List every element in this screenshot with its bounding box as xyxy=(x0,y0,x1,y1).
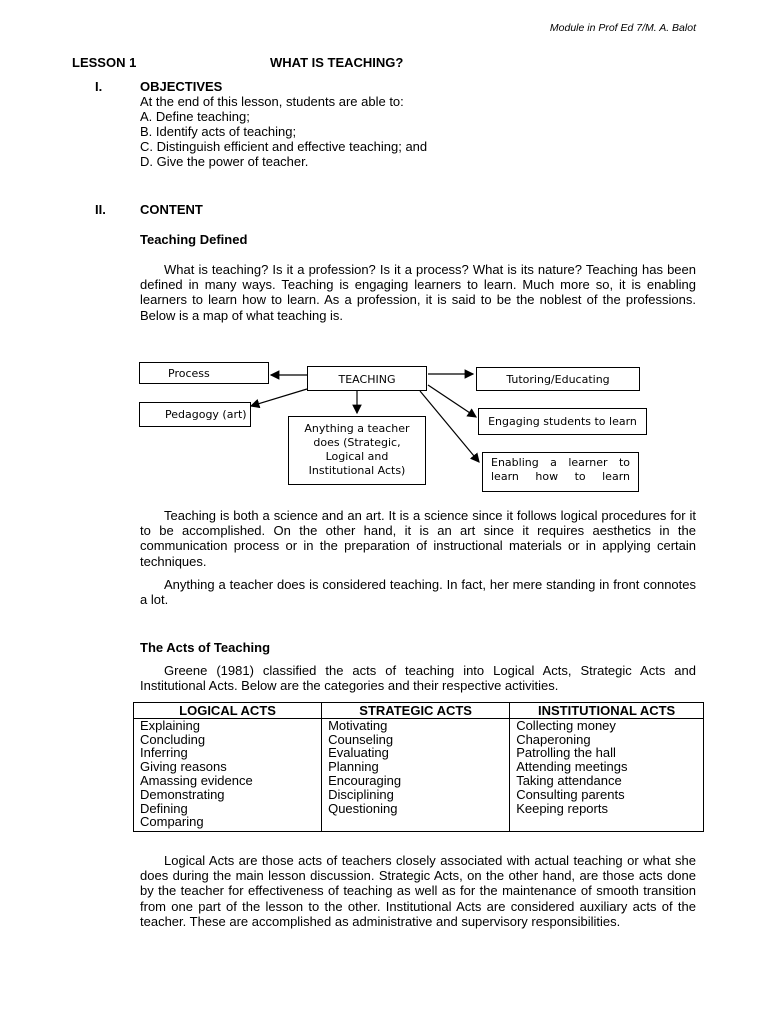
list-item: Patrolling the hall xyxy=(516,745,616,761)
list-item: Counseling xyxy=(328,731,394,747)
map-node-engaging: Engaging students to learn xyxy=(478,408,647,435)
map-node-process: Process xyxy=(139,362,269,384)
paragraph-acts-explained xyxy=(140,853,696,929)
paragraph-text: Teaching is both a science and an art. It is a science since it follows logical procedures for it to be accomplished. On the other hand, it is an art since it requires aesthetics in the communication process or in the preparation of instructional materials or in applying certain techniques. xyxy=(140,508,696,569)
map-node-enabling: Enabling a learner to learn how to learn xyxy=(482,452,639,492)
section-heading-teaching-defined: Teaching Defined xyxy=(140,232,248,247)
column-header: LOGICAL ACTS xyxy=(134,703,322,719)
list-item: Concluding xyxy=(140,731,206,747)
paragraph-science-art xyxy=(140,508,696,569)
map-node-tutoring: Tutoring/Educating xyxy=(476,367,640,391)
map-node-anything: Anything a teacher does (Strategic, Logical and Institutional Acts) xyxy=(288,416,426,485)
list-item: Planning xyxy=(328,759,379,775)
content-heading: CONTENT xyxy=(140,202,203,217)
table-header-row xyxy=(134,703,704,719)
strategic-acts-cell xyxy=(322,718,510,831)
arrow-to-pedagogy xyxy=(251,389,307,406)
logical-acts-cell xyxy=(134,718,322,831)
list-item: Amassing evidence xyxy=(140,772,253,788)
list-item: Consulting parents xyxy=(516,786,625,802)
content-numeral: II. xyxy=(95,202,106,217)
paragraph-text: Logical Acts are those acts of teachers closely associated with actual teaching or what she does during the main lesson discussion. Strategic Acts, on the other hand, are those acts done by the teacher for effectiveness of teaching as well as for the maintenance of smooth transition from one part of the lesson to the other. Institutional Acts are considered auxiliary acts of the teacher. These are accomplished as administrative and supervisory responsibilities. xyxy=(140,853,696,929)
lesson-title: WHAT IS TEACHING? xyxy=(270,55,404,70)
column-header: INSTITUTIONAL ACTS xyxy=(510,703,704,719)
paragraph-anything xyxy=(140,577,696,607)
paragraph-text: Anything a teacher does is considered teaching. In fact, her mere standing in front connotes a lot. xyxy=(140,577,696,608)
arrow-to-engaging xyxy=(428,385,476,417)
acts-table xyxy=(133,702,704,832)
module-header: Module in Prof Ed 7/M. A. Balot xyxy=(549,22,696,34)
list-item: Explaining xyxy=(140,717,200,733)
objective-item: D. Give the power of teacher. xyxy=(140,154,309,169)
list-item: Comparing xyxy=(140,814,204,830)
map-node-pedagogy: Pedagogy (art) xyxy=(139,402,251,427)
list-item: Demonstrating xyxy=(140,786,225,802)
list-item: Chaperoning xyxy=(516,731,591,747)
list-item: Questioning xyxy=(328,800,398,816)
list-item: Collecting money xyxy=(516,717,616,733)
objective-item: B. Identify acts of teaching; xyxy=(140,124,297,139)
list-item: Evaluating xyxy=(328,745,389,761)
list-item: Giving reasons xyxy=(140,759,227,775)
list-item: Taking attendance xyxy=(516,772,622,788)
list-item: Motivating xyxy=(328,717,388,733)
list-item: Attending meetings xyxy=(516,759,628,775)
paragraph-greene xyxy=(140,663,696,693)
list-item: Encouraging xyxy=(328,772,402,788)
list-item: Keeping reports xyxy=(516,800,608,816)
paragraph-text: What is teaching? Is it a profession? Is it a process? What is its nature? Teaching has been defined in many ways. Teaching is engaging learners to learn. Much more so, it is enabling learners to learn how to learn. As a profession, it is said to be the noblest of the professions. Below is a map of what teaching is. xyxy=(140,262,696,323)
objective-item: A. Define teaching; xyxy=(140,109,250,124)
list-item: Inferring xyxy=(140,745,188,761)
section-heading-acts: The Acts of Teaching xyxy=(140,640,271,655)
paragraph-text: Greene (1981) classified the acts of teaching into Logical Acts, Strategic Acts and Institutional Acts. Below are the categories and their respective activities. xyxy=(140,663,696,694)
objective-item: C. Distinguish efficient and effective teaching; and xyxy=(140,139,428,154)
objectives-heading: OBJECTIVES xyxy=(140,79,223,94)
column-header: STRATEGIC ACTS xyxy=(322,703,510,719)
objectives-numeral: I. xyxy=(95,79,103,94)
institutional-acts-cell xyxy=(510,718,704,831)
objectives-intro: At the end of this lesson, students are able to: xyxy=(140,94,404,109)
lesson-label: LESSON 1 xyxy=(72,55,137,70)
map-node-teaching: TEACHING xyxy=(307,366,427,391)
table-row xyxy=(134,718,704,831)
arrow-to-enabling xyxy=(420,391,479,462)
list-item: Disciplining xyxy=(328,786,394,802)
list-item: Defining xyxy=(140,800,188,816)
